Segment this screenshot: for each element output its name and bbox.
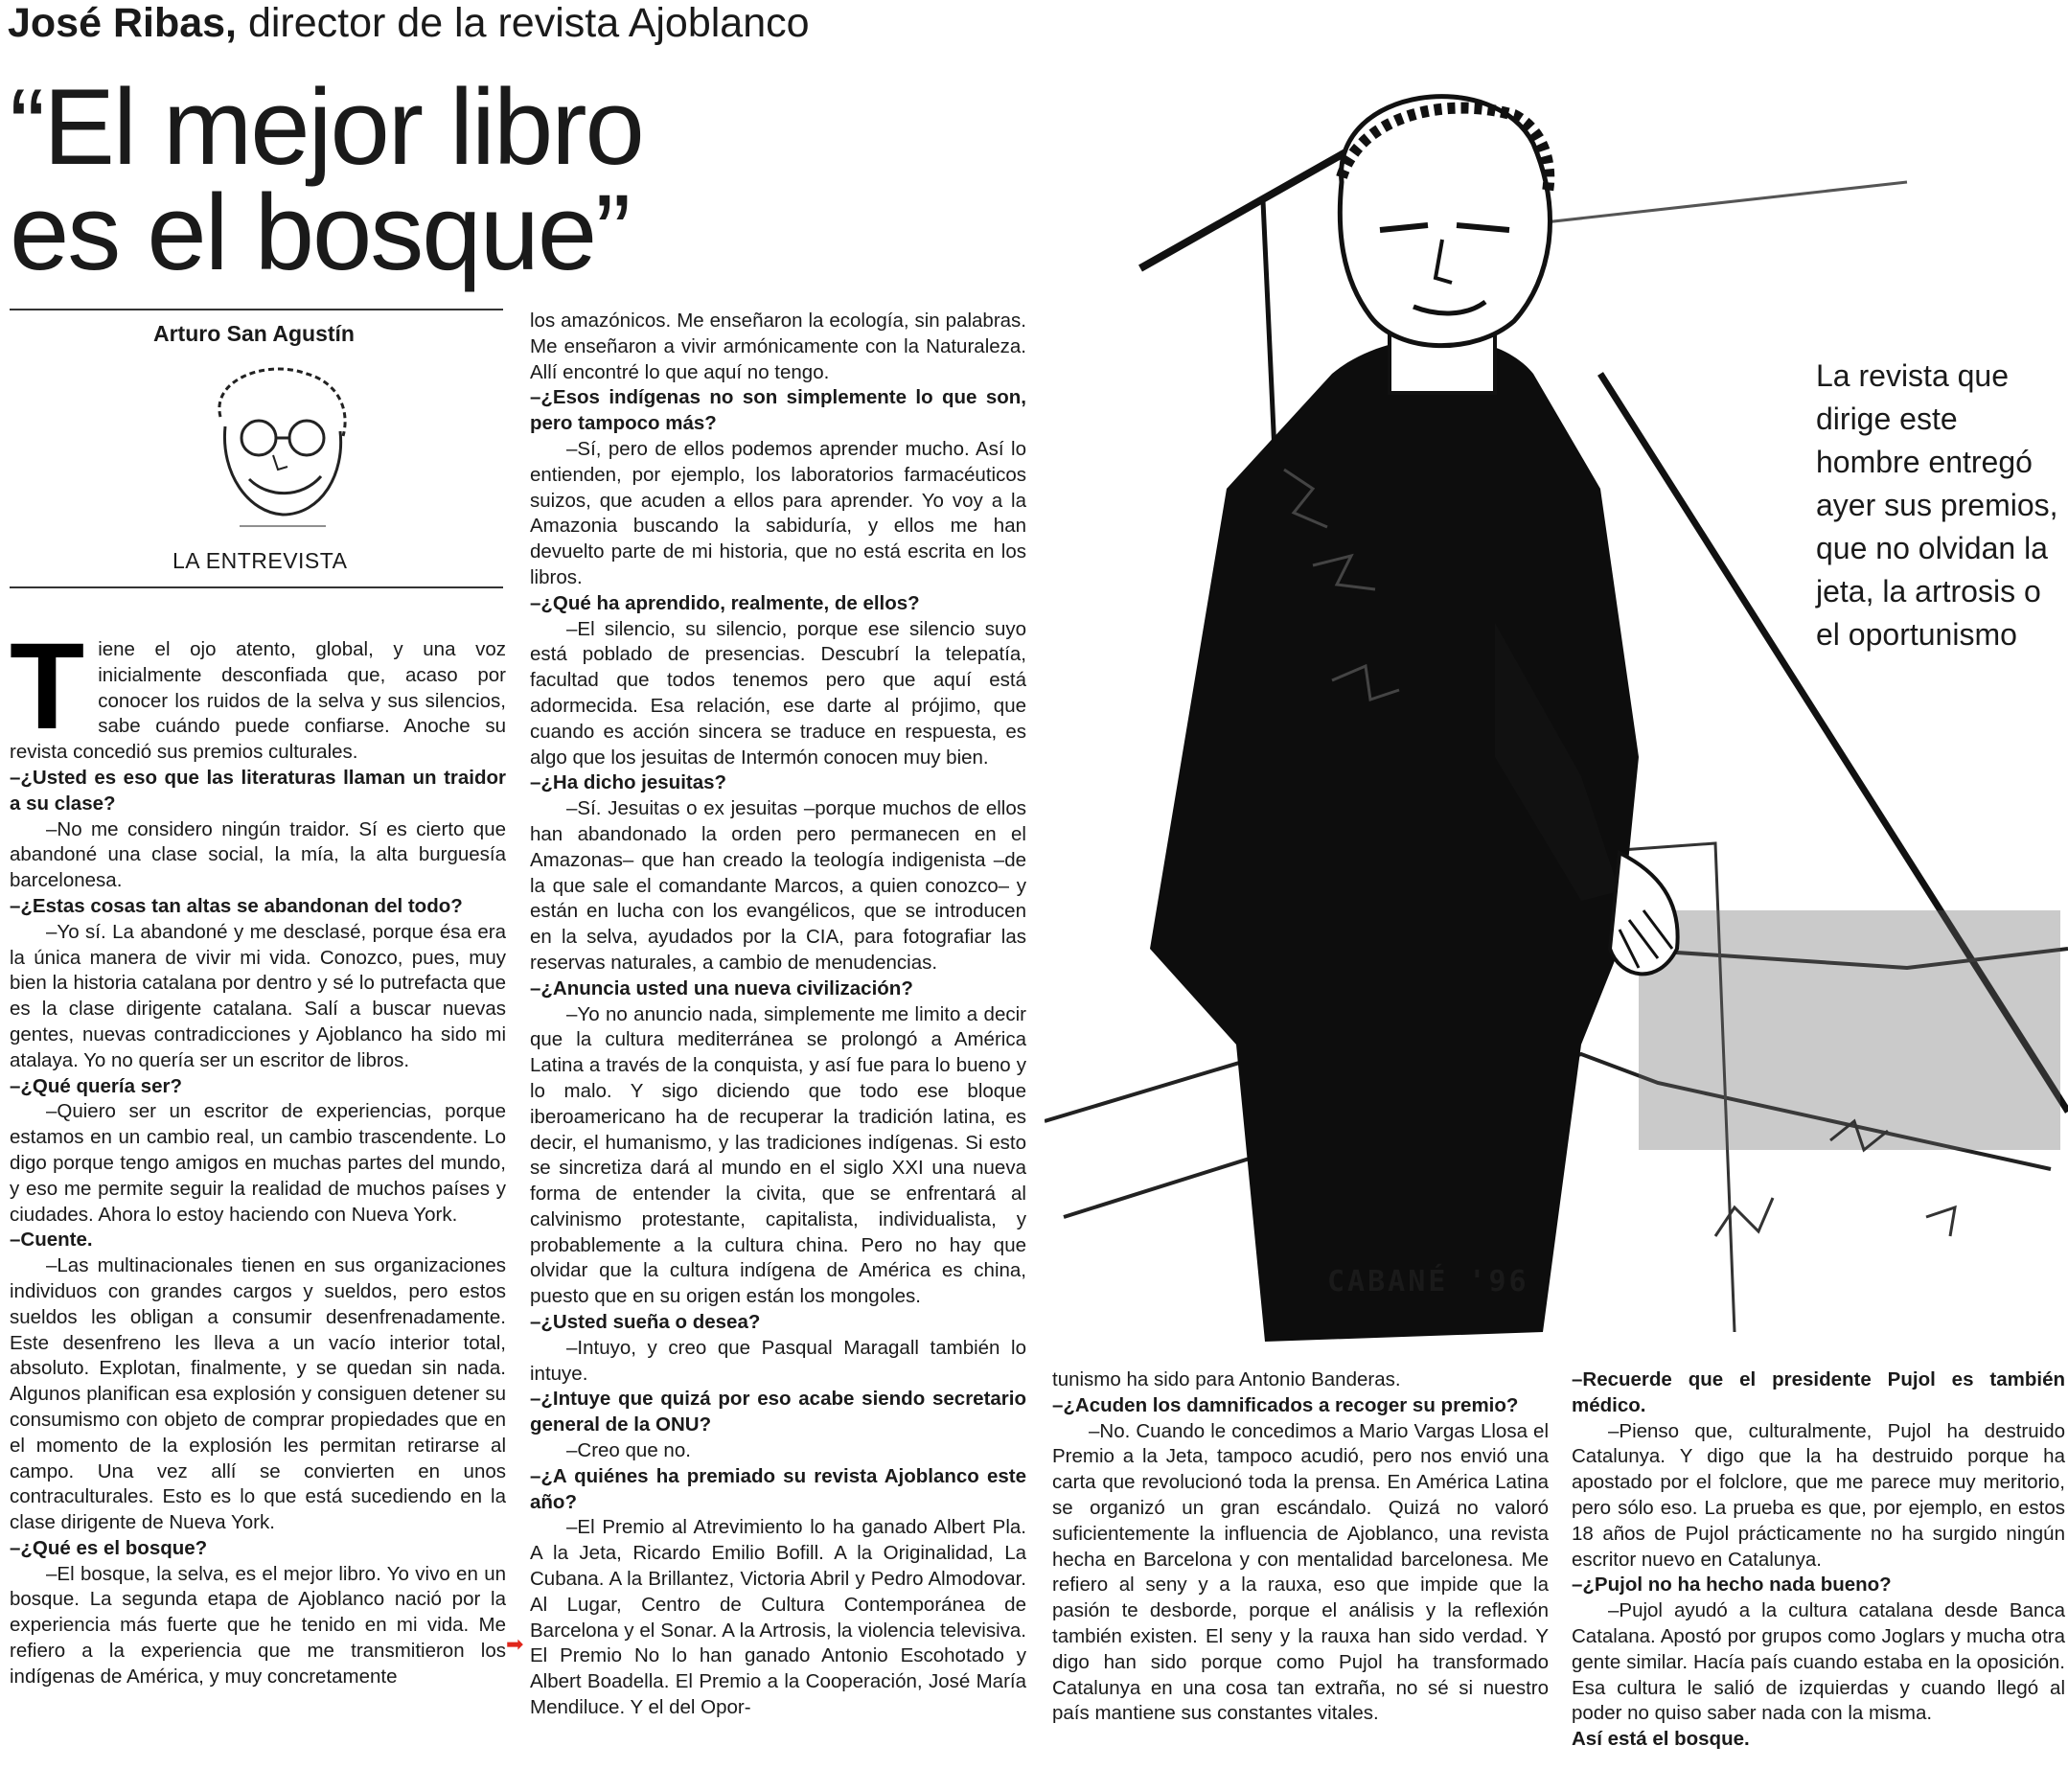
interview-paragraph: –Quiero ser un escritor de experiencias, porque estamos en un cambio real, un cambio trascendente. Lo digo porque tengo amigos en muchas partes del mundo, y eso me permite seguir la realidad de muchos países y ciudades. Ahora lo estoy haciendo con Nueva York. — [10, 1100, 506, 1226]
headline-line-1: “El mejor libro — [10, 67, 643, 187]
interview-paragraph: –No me considero ningún traidor. Sí es cierto que abandoné una clase social, la mía, la alta burguesía barcelonesa. — [10, 817, 506, 892]
article-column-2 — [530, 309, 1026, 1721]
interview-question: –¿Qué quería ser? — [10, 1074, 183, 1097]
interview-question: –¿Ha dicho jesuitas? — [530, 771, 727, 794]
interview-paragraph: –Sí. Jesuitas o ex jesuitas –porque muchos de ellos han abandonado la orden pero permanecen en el Amazonas– que han creado la teología indigenista –de la que sale el comandante Marcos, a quien conozco– y están en lucha con los evangélicos, que se introducen en la selva, ayudados por la CIA, para fotografiar las reservas naturales, a cambio de menudencias. — [530, 797, 1026, 974]
interview-question: –¿Estas cosas tan altas se abandonan del todo? — [10, 894, 463, 917]
interview-paragraph: –El Premio al Atrevimiento lo ha ganado Albert Pla. A la Jeta, Ricardo Emilio Bofill. A la Originalidad, La Cubana. A la Brillantez, Victoria Abril y Pedro Almodovar. Al Lugar, Centro de Cultura Contemporánea de Barcelona y el Sonar. A la Artrosis, la violencia televisiva. El Premio No lo han ganado Antonio Escohotado y Albert Boadella. El Premio a la Cooperación, José María Mendiluce. Y el del Opor- — [530, 1516, 1026, 1719]
interview-question: –¿Acuden los damnificados a recoger su premio? — [1052, 1393, 1519, 1416]
interview-paragraph: iene el ojo atento, global, y una voz inicialmente desconfiada que, acaso por conocer los ruidos de la selva y sus silencios, sabe cuándo puede confiarse. Anoche su revista concedió sus premios culturales. — [10, 638, 506, 764]
interview-paragraph: –Pienso que, culturalmente, Pujol ha destruido Catalunya. Y digo que la ha destruido porque ha apostado por el folclore, que me parece muy meritorio, pero sólo eso. La prueba es que, por ejemplo, en estos 18 años de Pujol prácticamente no ha surgido ningún escritor nuevo en Catalunya. — [1572, 1419, 2065, 1571]
interview-question: –¿Pujol no ha hecho nada bueno? — [1572, 1574, 1892, 1597]
column-2-body — [530, 309, 1026, 1721]
pull-quote: La revista que dirige este hombre entregó ayer sus premios, que no olvidan la jeta, la artrosis o el oportunismo — [1816, 358, 2058, 652]
article-column-4 — [1572, 1367, 2065, 1753]
headline — [10, 67, 643, 292]
interview-paragraph: –Yo no anuncio nada, simplemente me limito a decir que la cultura mediterránea se prolongó a América Latina a través de la conquista, y así fue para lo bueno y lo malo. Y sigo diciendo que todo ese bloque iberoamericano ha de recuperar la tradición latina, es decir, el humanismo, y las tradiciones indígenas. Si esto se sincretiza dará al mundo en el siglo XXI una nueva forma de entender la civita, que se enfrentará al calvinismo protestante, capitalista, individualista, y probablemente a la cultura china. Pero no hay que olvidar que la cultura indígena de América es china, puesto que en su origen están los mongoles. — [530, 1002, 1026, 1308]
interview-paragraph: –El silencio, su silencio, porque ese silencio suyo está poblado de presencias. Descubrí la telepatía, facultad que todos tenemos pero que aquí está adormecida. Esa relación, ese darte al prójimo, que cuando es acción sincera se traduce en respuesta, es algo que los jesuitas de Intermón conocen muy bien. — [530, 617, 1026, 769]
section-rule-bottom — [10, 586, 503, 588]
arrow-marker-icon: ➡ — [506, 1632, 524, 1656]
interview-paragraph: los amazónicos. Me enseñaron la ecología, sin palabras. Me enseñaron a vivir armónicamente con la Naturaleza. Allí encontré lo que aquí no tengo. — [530, 310, 1026, 383]
interview-paragraph: tunismo ha sido para Antonio Banderas. — [1052, 1368, 1401, 1390]
interview-paragraph: –No. Cuando le concedimos a Mario Vargas Llosa el Premio a la Jeta, tampoco acudió, pero nos envió una carta que revolucionó toda la prensa. En América Latina se organizó un gran escándalo. Quizá no valoró suficientemente la influencia de Ajoblanco, una revista hecha en Barcelona y con mentalidad barcelonesa. Me refiero al seny y a la rauxa, eso que impide que la pasión te desborde, porque el análisis y la reflexión también existen. El seny y la rauxa han sido verdad. Y digo han sido porque como Pujol ha transformado Catalunya en una cosa tan extraña, no sé si nuestro país mantiene sus constantes vitales. — [1052, 1419, 1549, 1725]
interview-paragraph: –Las multinacionales tienen en sus organizaciones individuos con grandes cargos y sueldos, pero estos sueldos les obligan a consumir desenfrenadamente. Este desenfreno les lleva a un vacío interior total, absoluto. Explotan, finalmente, y se quedan sin nada. Algunos planifican esa explosión y consiguen detener su consumismo con objeto de comprar propiedades que en el momento de la explosión les permitan retirarse al campo. Una vez allí se convierten en unos contraculturales. Esto es lo que está sucediendo en la clase dirigente de Nueva York. — [10, 1254, 506, 1534]
column-1-body — [10, 618, 506, 1690]
interview-question: –¿A quiénes ha premiado su revista Ajoblanco este año? — [530, 1464, 1026, 1513]
kicker — [8, 0, 810, 47]
interview-question: Así está el bosque. — [1572, 1728, 1750, 1751]
interview-paragraph: –El bosque, la selva, es el mejor libro. Yo vivo en un bosque. La segunda etapa de Ajoblanco nació por la experiencia más fuerte que he tenido en mi vida. Me refiero a la experiencia que me transmitieron los indígenas de América, y muy concretamente — [10, 1562, 506, 1688]
byline: Arturo San Agustín — [153, 321, 355, 346]
interview-paragraph: –Sí, pero de ellos podemos aprender mucho. Así lo entienden, por ejemplo, los laboratorios farmacéuticos suizos, que acuden a ellos para aprender. Yo voy a la Amazonia buscando la sabiduría, y ellos me han devuelto parte de mi historia, que no está escrita en los libros. — [530, 437, 1026, 588]
interview-question: –¿Usted sueña o desea? — [530, 1311, 761, 1334]
kicker-name: José Ribas, — [8, 0, 237, 46]
byline-rule-top — [10, 309, 503, 310]
author-portrait-icon — [182, 359, 374, 532]
headline-line-2: es el bosque” — [10, 172, 630, 292]
column-3-body — [1052, 1367, 1549, 1727]
interview-question: –¿Anuncia usted una nueva civilización? — [530, 976, 913, 999]
interview-question: –Cuente. — [10, 1229, 93, 1252]
portrait-illustration — [1045, 86, 2068, 1351]
dropcap: T — [10, 618, 85, 755]
article-column-1 — [10, 618, 506, 1690]
illustration-signature: CABANÉ '96 — [1327, 1265, 1529, 1298]
interview-question: –Recuerde que el presidente Pujol es también médico. — [1572, 1368, 2065, 1416]
kicker-rest: director de la revista Ajoblanco — [237, 0, 810, 46]
interview-question: –¿Qué ha aprendido, realmente, de ellos? — [530, 591, 920, 614]
interview-paragraph: –Pujol ayudó a la cultura catalana desde Banca Catalana. Apostó por grupos como Joglars y mucha otra gente similar. Hacía país cuando estaba en la oposición. Esa cultura le salió de izquierdas y cuando llegó al poder no quiso saber nada con la misma. — [1572, 1599, 2065, 1725]
article-column-3 — [1052, 1367, 1549, 1727]
column-4-body — [1572, 1367, 2065, 1753]
interview-question: –¿Intuye que quizá por eso acabe siendo secretario general de la ONU? — [530, 1388, 1026, 1436]
interview-paragraph: –Creo que no. — [566, 1439, 691, 1462]
interview-paragraph: –Intuyo, y creo que Pasqual Maragall también lo intuye. — [530, 1336, 1026, 1385]
interview-question: –¿Qué es el bosque? — [10, 1536, 208, 1559]
interview-question: –¿Esos indígenas no son simplemente lo que son, pero tampoco más? — [530, 386, 1026, 435]
interview-question: –¿Usted es eso que las literaturas llaman un traidor a su clase? — [10, 766, 506, 815]
interview-paragraph: –Yo sí. La abandoné y me desclasé, porque ésa era la única manera de vivir mi vida. Conozco, pues, muy bien la historia catalana por dentro y sé lo putrefacta que es la clase dirigente catalana. Salí a buscar nuevas gentes, nuevas contradicciones y Ajoblanco ha sido mi atalaya. Yo no quería ser un escritor de libros. — [10, 920, 506, 1071]
section-label: LA ENTREVISTA — [172, 548, 348, 573]
